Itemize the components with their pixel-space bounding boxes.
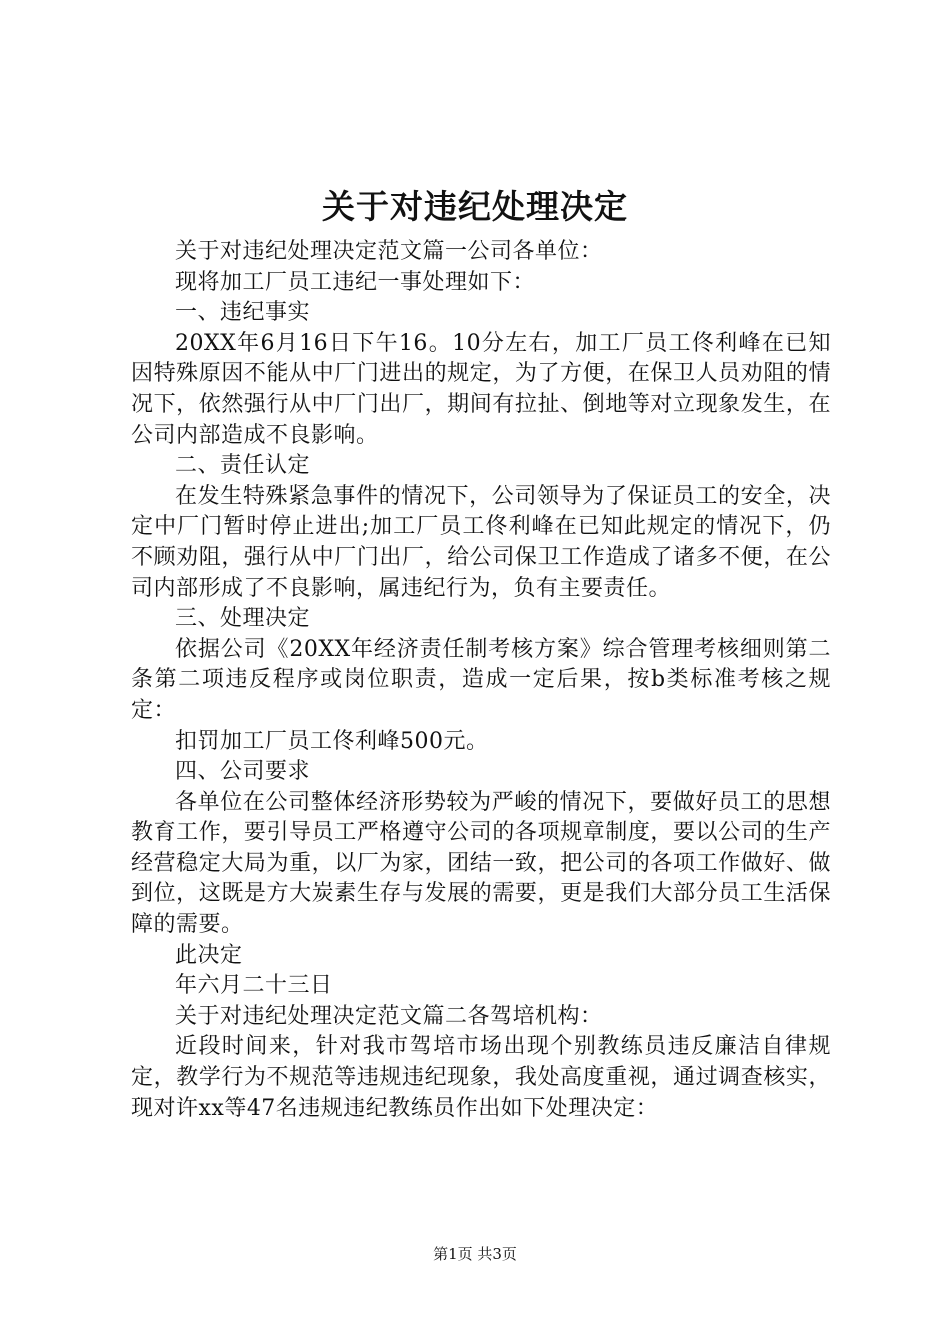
page-footer: 第1页 共3页: [433, 1245, 517, 1263]
section-heading: 四、公司要求: [175, 759, 311, 785]
document-title: 关于对违纪处理决定: [322, 187, 628, 226]
paragraph: 依据公司《20XX年经济责任制考核方案》综合管理考核细则第二条第二项违反程序或岗位职责，造成一定后果，按b类标准考核之规定：: [131, 636, 831, 723]
paragraph: 关于对违纪处理决定范文篇一公司各单位：: [175, 239, 603, 264]
date-line: 年六月二十三日: [175, 973, 333, 999]
section-heading: 一、违纪事实: [175, 300, 311, 326]
section-heading: 二、责任认定: [175, 453, 311, 479]
section-heading: 三、处理决定: [175, 606, 311, 632]
document-body: [131, 237, 831, 1124]
paragraph: 关于对违纪处理决定范文篇二各驾培机构：: [175, 1003, 603, 1029]
paragraph: 现将加工厂员工违纪一事处理如下：: [175, 269, 536, 295]
paragraph: 20XX年6月16日下午16。10分左右，加工厂员工佟利峰在已知因特殊原因不能从中厂门进出的规定，为了方便，在保卫人员劝阻的情况下，依然强行从中厂门出厂，期间有拉扯、倒地等对立现象发生，在公司内部造成不良影响。: [131, 330, 831, 448]
paragraph: 在发生特殊紧急事件的情况下，公司领导为了保证员工的安全，决定中厂门暂时停止进出;加工厂员工佟利峰在已知此规定的情况下，仍不顾劝阻，强行从中厂门出厂，给公司保卫工作造成了诸多不便，在公司内部形成了不良影响，属违纪行为，负有主要责任。: [131, 483, 831, 601]
paragraph: 各单位在公司整体经济形势较为严峻的情况下，要做好员工的思想教育工作，要引导员工严格遵守公司的各项规章制度，要以公司的生产经营稳定大局为重，以厂为家，团结一致，把公司的各项工作做好、做到位，这既是方大炭素生存与发展的需要，更是我们大部分员工生活保障的需要。: [131, 789, 831, 938]
paragraph: 近段时间来，针对我市驾培市场出现个别教练员违反廉洁自律规定，教学行为不规范等违规违纪现象，我处高度重视，通过调查核实，现对许xx等47名违规违纪教练员作出如下处理决定：: [131, 1034, 831, 1121]
paragraph: 扣罚加工厂员工佟利峰500元。: [175, 728, 489, 754]
paragraph: 此决定: [175, 942, 243, 968]
